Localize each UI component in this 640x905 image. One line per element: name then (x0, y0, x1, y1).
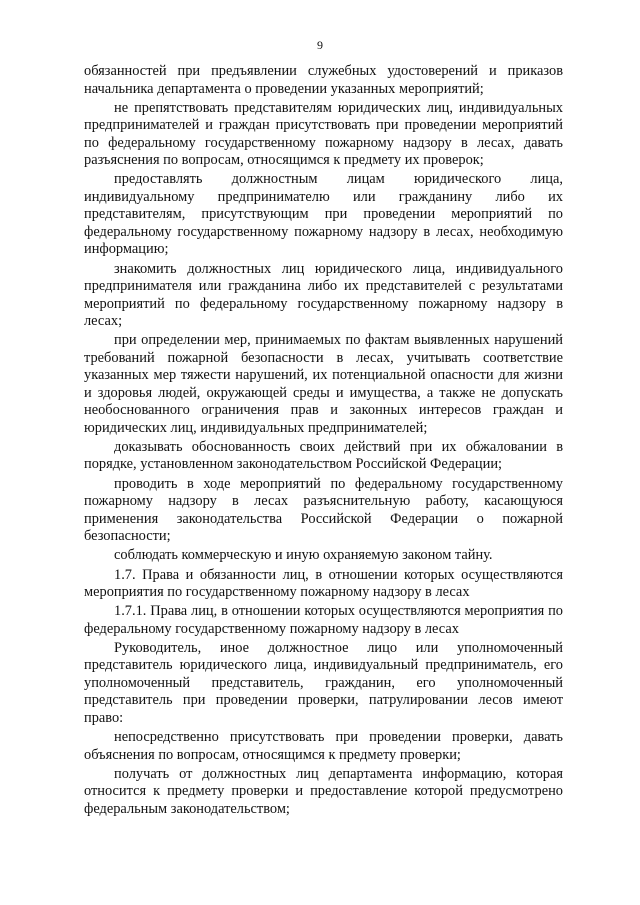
paragraph-explanatory-work: проводить в ходе мероприятий по федеральному государственному пожарному надзору в лесах разъяснительную работу, касающуюся применения законодательства Российской Федерации о пожарной безопасности; (84, 475, 563, 545)
section-heading-1-7: 1.7. Права и обязанности лиц, в отношении которых осуществляются мероприятия по государственному пожарному надзору в лесах (84, 566, 563, 600)
paragraph-confidentiality: соблюдать коммерческую и иную охраняемую законом тайну. (114, 547, 493, 564)
page-number: 9 (317, 38, 323, 52)
paragraph-provide-information: предоставлять должностным лицам юридического лица, индивидуальному предпринимателю или гражданину либо их представителям, присутствующим при проведении мероприятий по федеральному государственному пожарному надзору в лесах, необходимую информацию; (84, 171, 563, 258)
paragraph-rights-intro: Руководитель, иное должностное лицо или уполномоченный представитель юридического лица, индивидуальный предприниматель, его уполномоченный представитель, гражданин, его уполномоченный представитель при проведении проверки, патрулировании лесов имеют право: (84, 639, 563, 726)
paragraph-right-to-information: получать от должностных лиц департамента информацию, которая относится к предмету проверки и предоставление которой предусмотрено федеральным законодательством; (84, 765, 563, 817)
paragraph-justify-actions: доказывать обоснованность своих действий при их обжаловании в порядке, установленном законодательством Российской Федерации; (84, 438, 563, 473)
document-body (84, 63, 563, 820)
paragraph-right-to-be-present: непосредственно присутствовать при проведении проверки, давать объяснения по вопросам, относящимся к предмету проверки; (84, 729, 563, 763)
paragraph-proportional-measures: при определении мер, принимаемых по фактам выявленных нарушений требований пожарной безопасности в лесах, учитывать соответствие указанных мер тяжести нарушений, их потенциальной опасности для жизни и здоровья людей, окружающей среды и имущества, а также не допускать необоснованного ограничения прав и законных интересов граждан и юридических лиц, индивидуальных предпринимателей; (84, 332, 563, 436)
paragraph-familiarize-results: знакомить должностных лиц юридического лица, индивидуального предпринимателя или гражданина либо их представителей с результатами мероприятий по федеральному государственному пожарному надзору в лесах; (84, 260, 563, 330)
paragraph-not-obstruct: не препятствовать представителям юридических лиц, индивидуальных предпринимателей и граждан присутствовать при проведении мероприятий по федеральному государственному пожарному надзору в лесах, давать разъяснения по вопросам, относящимся к предмету их проверок; (84, 99, 563, 169)
paragraph-obligations-continued: обязанностей при предъявлении служебных удостоверений и приказов начальника департамента о проведении указанных мероприятий; (84, 63, 563, 97)
section-heading-1-7-1: 1.7.1. Права лиц, в отношении которых осуществляются мероприятия по федеральному государственному пожарному надзору в лесах (84, 603, 563, 637)
